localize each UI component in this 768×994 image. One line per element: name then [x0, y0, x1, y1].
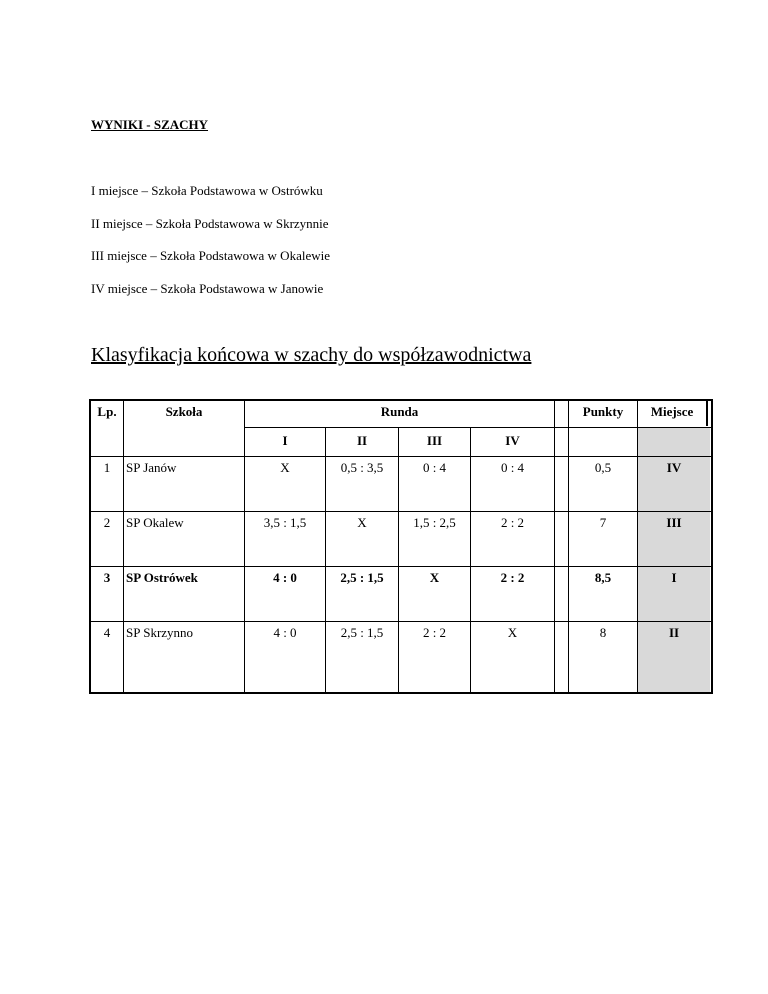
row-4-points: 8	[599, 625, 607, 640]
row-2-round-3: 1,5 : 2,5	[413, 515, 456, 530]
header-lp: Lp.	[97, 404, 117, 419]
row-1-round-4: 0 : 4	[500, 460, 525, 475]
table-border	[89, 692, 713, 694]
row-1-points: 0,5	[594, 460, 612, 475]
row-3-place: I	[671, 570, 677, 585]
header-round-4: IV	[505, 433, 520, 448]
row-1-school: SP Janów	[126, 460, 177, 475]
column-line	[706, 399, 708, 426]
row-2-round-4: 2 : 2	[500, 515, 525, 530]
row-4-round-3: 2 : 2	[422, 625, 447, 640]
row-2-place: III	[666, 515, 682, 530]
classification-title: Klasyfikacja końcowa w szachy do współzawodnictwa	[91, 344, 532, 366]
row-line	[89, 566, 713, 567]
row-3-round-4: 2 : 2	[500, 570, 525, 585]
row-4-school: SP Skrzynno	[126, 625, 194, 640]
results-table	[89, 399, 713, 694]
place-item: I miejsce – Szkoła Podstawowa w Ostrówku	[91, 183, 323, 198]
row-2-round-1: 3,5 : 1,5	[263, 515, 307, 530]
row-1-place: IV	[666, 460, 682, 475]
row-1-round-3: 0 : 4	[422, 460, 447, 475]
place-item: III miejsce – Szkoła Podstawowa w Okalewie	[91, 248, 330, 264]
place-item: II miejsce – Szkoła Podstawowa w Skrzynnie	[91, 215, 329, 231]
column-line	[123, 399, 124, 694]
places-list	[91, 183, 330, 314]
row-4-lp: 4	[103, 625, 111, 640]
row-3-round-1: 4 : 0	[273, 570, 297, 585]
place-item: IV miejsce – Szkoła Podstawowa w Janowie	[91, 281, 324, 297]
row-1-round-1: X	[280, 460, 290, 475]
row-1-lp: 1	[103, 460, 111, 475]
row-4-place: II	[668, 625, 680, 640]
row-3-school: SP Ostrówek	[126, 570, 198, 585]
row-line	[89, 621, 713, 622]
table-border	[89, 399, 713, 401]
row-2-school: SP Okalew	[126, 515, 184, 530]
document-heading: WYNIKI - SZACHY	[91, 117, 209, 132]
row-3-round-3: X	[429, 570, 440, 585]
header-school: Szkoła	[165, 404, 203, 419]
row-2-round-2: X	[357, 515, 367, 530]
row-2-lp: 2	[103, 515, 111, 530]
row-line	[244, 427, 711, 428]
column-line	[568, 399, 569, 694]
column-line	[554, 399, 555, 694]
row-4-round-2: 2,5 : 1,5	[340, 625, 384, 640]
header-round-2: II	[356, 433, 368, 448]
header-round-3: III	[426, 433, 443, 448]
row-3-round-2: 2,5 : 1,5	[340, 570, 384, 585]
row-3-lp: 3	[103, 570, 111, 585]
row-4-round-1: 4 : 0	[273, 625, 297, 640]
row-2-points: 7	[599, 515, 607, 530]
row-4-round-4: X	[507, 625, 518, 640]
table-border	[89, 399, 91, 694]
row-line	[89, 456, 713, 457]
header-round-1: I	[282, 433, 288, 448]
header-round: Runda	[380, 404, 419, 419]
column-line	[637, 399, 638, 694]
table-border	[711, 399, 713, 694]
row-3-points: 8,5	[594, 570, 612, 585]
row-1-round-2: 0,5 : 3,5	[340, 460, 384, 475]
header-place: Miejsce	[650, 404, 694, 419]
header-points: Punkty	[582, 404, 624, 419]
row-line	[89, 511, 713, 512]
